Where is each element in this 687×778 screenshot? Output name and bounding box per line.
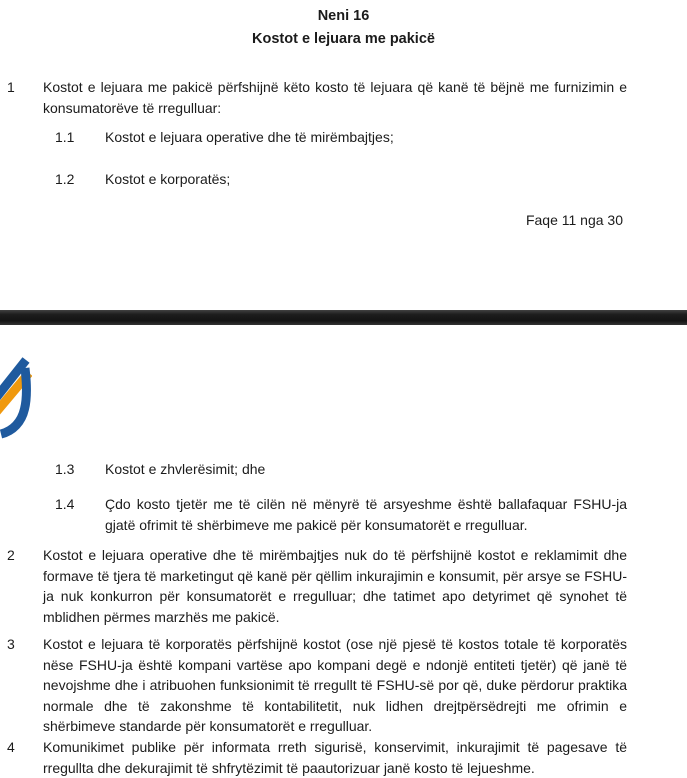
item-text: Kostot e lejuara operative dhe të mirëmbajtjes nuk do të përfshijnë kostot e reklamimit dhe formave të tjera të marketingut që kanë për qëllim inkurajimin e konsumit, për arsye se FSHU-ja nuk konkurron për konsumatorët e rregulluar; dhe tatimet apo detyrimet që synohet të mblidhen përmes marzhës me pakicë. [43, 547, 627, 625]
item-text: Kostot e zhvlerësimit; dhe [105, 461, 266, 477]
article-title-heading: Kostot e lejuara me pakicë [252, 31, 435, 47]
list-item-1-3 [55, 459, 627, 480]
item-text: Komunikimet publike për informata rreth sigurisë, konservimit, inkurajimit të pagesave të rregullta dhe dekurajimit të shfrytëzimit të paautorizuar janë kosto të lejueshme. [43, 739, 627, 776]
item-number: 1 [7, 79, 15, 95]
item-text: Kostot e lejuara të korporatës përfshijnë kostot (ose një pjesë të kostos totale të korporatës nëse FSHU-ja është kompani vartëse apo kompani degë e ndonjë entiteti tjetër) që janë të nevojshme dhe i atribuohen funksionimit të rregullt të FSHU-së por që, duke përdorur praktika normale dhe të zakonshme të kontabilitetit, nuk lidhen drejtpërsëdrejti me ofrimin e shërbimeve standarde për konsumatorët e rregulluar. [43, 636, 627, 735]
list-item-1-4 [55, 494, 627, 535]
item-number: 4 [7, 739, 15, 755]
list-item-3 [7, 634, 627, 737]
item-text: Çdo kosto tjetër me të cilën në mënyrë të arsyeshme është ballafaquar FSHU-ja gjatë ofrimit të shërbimeve me pakicë për konsumatorët e rregulluar. [105, 496, 627, 533]
organization-logo-icon [0, 355, 32, 441]
item-text: Kostot e lejuara operative dhe të mirëmbajtjes; [105, 129, 394, 145]
item-number: 2 [7, 547, 15, 563]
list-item-1-1 [55, 127, 627, 148]
item-text: Kostot e korporatës; [105, 171, 231, 187]
item-number: 1.2 [55, 171, 75, 187]
item-number: 1.3 [55, 461, 75, 477]
item-text: Kostot e lejuara me pakicë përfshijnë këto kosto të lejuara që kanë të bëjnë me furnizimin e konsumatorëve të rregulluar: [43, 79, 627, 116]
page-number-footer: Faqe 11 nga 30 [525, 212, 623, 228]
list-item-1-2 [55, 169, 627, 190]
list-item-4 [7, 737, 627, 778]
item-number: 1.1 [55, 129, 75, 145]
list-item-2 [7, 545, 627, 627]
page-separator-bar [0, 310, 687, 325]
item-number: 3 [7, 636, 15, 652]
list-item-1 [7, 77, 627, 118]
article-number-heading: Neni 16 [317, 8, 370, 24]
item-number: 1.4 [55, 496, 75, 512]
